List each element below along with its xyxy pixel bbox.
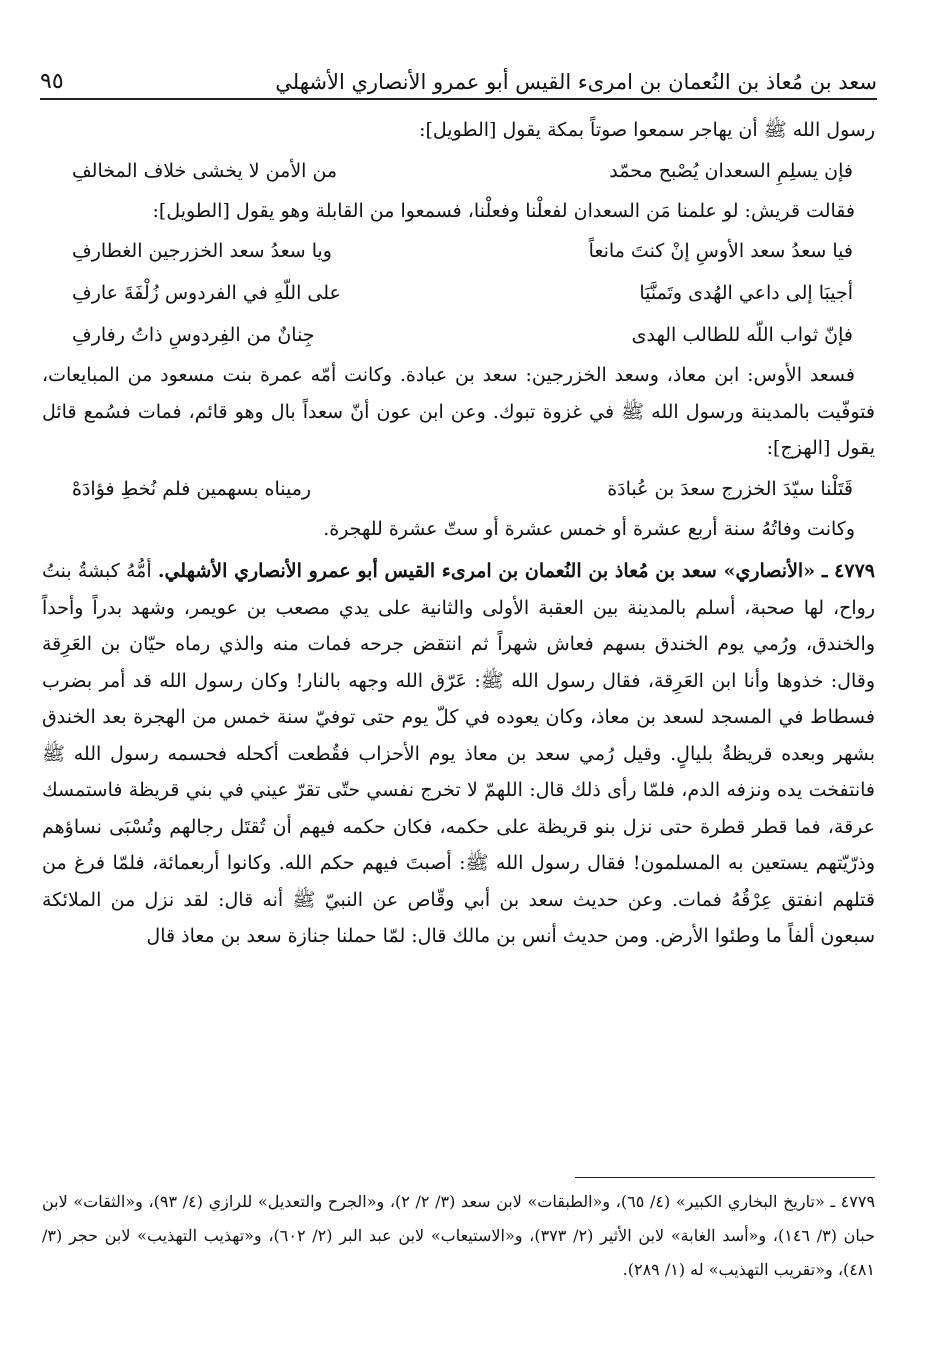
verse-line [42, 273, 875, 313]
verse-hemistich-first: قَتَلْنا سيّدَ الخزرج سعدَ بن عُبادَة [607, 477, 853, 500]
verse-line [42, 151, 875, 191]
paragraph: فقالت قريش: لو علمنا مَن السعدان لفعلْنا وفعلْنا، فسمعوا من القابلة وهو يقول [الطويل]: [152, 199, 855, 222]
paragraph: رسول الله ﷺ أن يهاجر سمعوا صوتاً بمكة يقول [الطويل]: [419, 119, 875, 141]
entry [42, 553, 875, 955]
verse-line [42, 315, 875, 355]
verse-hemistich-second: على اللّهِ في الفردوس زُلْفَةَ عارفِ [72, 282, 341, 304]
page-number: ٩٥ [40, 69, 64, 94]
verse-hemistich-first: فإن يسلِمِ السعدان يُصْبح محمّد [609, 159, 853, 182]
verse-hemistich-first: أجيبَا إلى داعي الهُدى وتَمنَّيَا [639, 282, 853, 304]
verse-line [42, 469, 875, 509]
verse-line [42, 231, 875, 271]
paragraph: وكانت وفاتُهُ سنة أربع عشرة أو خمس عشرة أو ستّ عشرة للهجرة. [323, 517, 855, 540]
entry-title: ٤٧٧٩ ـ «الأنصاري» سعد بن مُعاذ بن النُعمان بن امرىء القيس أبو عمرو الأنصاري الأشهلي. [157, 560, 875, 582]
paragraph: فسعد الأوس: ابن معاذ، وسعد الخزرجين: سعد بن عبادة. وكانت أمّه عمرة بنت مسعود من المبايعات، فتوفّيت بالمدينة ورسول الله ﷺ في غزوة تبوك. وعن ابن عون أنّ سعداً بال وهو قائم، فمات فسُمع قائل يقول [الهزج]: [42, 364, 875, 459]
footnotes [42, 1185, 875, 1287]
entry-body: أمُّهُ كبشةُ بنتُ رواح، لها صحبة، أسلم بالمدينة بين العقبة الأولى والثانية على يدي مصعب بن عويمر، وشهد بدراً وأحداً والخندق، ورُمي يوم الخندق بسهم فعاش شهراً ثم انتقض جرحه فمات منه والذي رماه حيّان بن العَرِقة وقال: خذوها وأنا ابن العَرِقة، فقال رسول الله ﷺ: عَرّق الله وجهه بالنار! وكان رسول الله قد أمر بضرب فسطاط في المسجد لسعد بن معاذ، وكان يعوده في كلّ يوم حتى توفيّ سنة خمس من الهجرة بعد الخندق بشهر وبعده قريظةُ بليالٍ. وقيل رُمي سعد بن معاذ يوم الأحزاب فقُطعت أكحله فحسمه رسول الله ﷺ فانتفخت يده ونزفه الدم، فلمّا رأى ذلك قال: اللهمّ لا تخرج نفسي حتّى تقرّ عيني في بني قريظة فاستمسك عرقة، فما قطر قطرة حتى نزل بنو قريظة على حكمه، فكان حكمه فيهم أن تُقتَل رجالهم وتُسْبَى نساؤهم وذرّيّتهم يستعين به المسلمون! فقال رسول الله ﷺ: أصبتَ فيهم حكم الله. وكانوا أربعمائة، فلمّا فرغ من قتلهم انفتق عِرْقُهُ فمات. وعن حديث سعد بن أبي وقّاص عن النبيّ ﷺ أنه قال: لقد نزل من الملائكة سبعون ألفاً ما وطئوا الأرض. ومن حديث أنس بن مالك قال: لمّا حملنا جنازة سعد بن معاذ قال [42, 560, 875, 947]
verse-hemistich-second: جِنانٌ من الفِردوسِ ذاتُ رفارفِ [72, 324, 315, 346]
main-text [42, 112, 875, 955]
verse-hemistich-second: من الأمن لا يخشى خلاف المخالفِ [72, 159, 338, 182]
header-title: سعد بن مُعاذ بن النُعمان بن امرىء القيس أبو عمرو الأنصاري الأشهلي [275, 70, 877, 94]
verse-hemistich-first: فإنّ ثواب اللّه للطالب الهدى [631, 324, 853, 346]
footnote-separator [575, 1177, 875, 1178]
running-header [40, 50, 877, 100]
footnote: ٤٧٧٩ ـ «تاريخ البخاري الكبير» (٤/ ٦٥)، و«الطبقات» لابن سعد (٣/ ٢/ ٢)، و«الجرح والتعديل» للرازي (٤/ ٩٣)، و«الثقات» لابن حبان (٣/ ١٤٦)، و«أسد الغابة» لابن الأثير (٢/ ٣٧٣)، و«الاستيعاب» لابن عبد البر (٢/ ٦٠٢)، و«تهذيب التهذيب» لابن حجر (٣/ ٤٨١)، و«تقريب التهذيب» له (١/ ٢٨٩). [42, 1192, 876, 1279]
verse-hemistich-second: رميناه بسهمين فلم نُخطِ فؤادَهْ [72, 477, 312, 500]
verse-hemistich-second: ويا سعدُ سعد الخزرجين الغطارفِ [72, 240, 332, 262]
verse-hemistich-first: فيا سعدُ سعد الأوسِ إنْ كنتَ مانعاً [588, 240, 853, 262]
